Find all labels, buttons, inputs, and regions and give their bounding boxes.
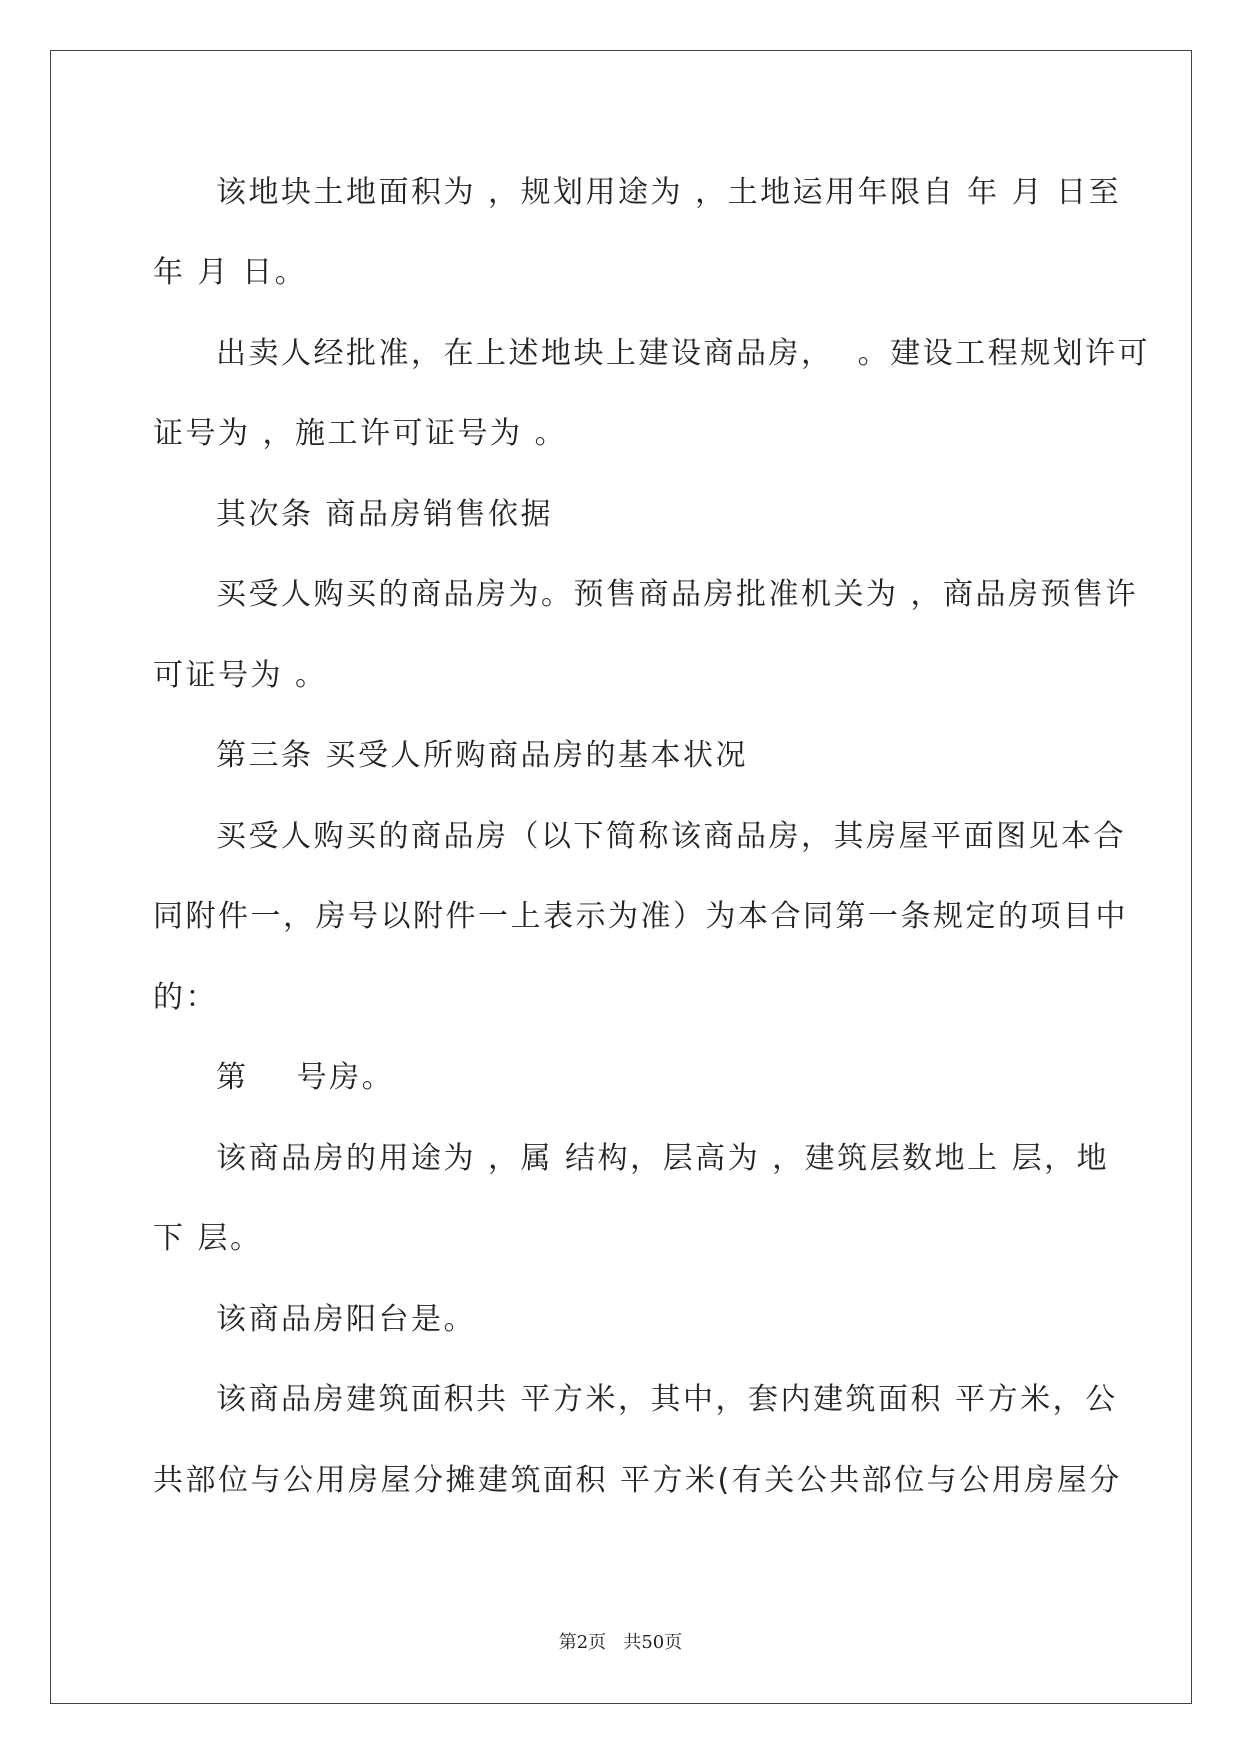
text-line: 的： — [153, 980, 218, 1015]
text-line: 可证号为 。 — [153, 658, 328, 693]
text-line: 出卖人经批准，在上述地块上建设商品房， 。建设工程规划许可 — [216, 336, 1151, 371]
text-line: 共部位与公用房屋分摊建筑面积 平方米(有关公共部位与公用房屋分 — [153, 1463, 1122, 1498]
section-heading: 第三条 买受人所购商品房的基本状况 — [216, 738, 749, 773]
text-line: 证号为 ，施工许可证号为 。 — [153, 416, 568, 451]
text-line: 年 月 日。 — [153, 255, 308, 290]
text-line: 该商品房建筑面积共 平方米，其中，套内建筑面积 平方米，公 — [216, 1382, 1118, 1417]
page-border — [50, 50, 1192, 1704]
text-line: 买受人购买的商品房（以下简称该商品房，其房屋平面图见本合 — [216, 819, 1126, 854]
text-line: 同附件一，房号以附件一上表示为准）为本合同第一条规定的项目中 — [153, 899, 1128, 934]
text-line: 买受人购买的商品房为。预售商品房批准机关为 ，商品房预售许 — [216, 577, 1139, 612]
page-number: 第2页 共50页 — [558, 1632, 683, 1653]
text-line: 下 层。 — [153, 1221, 263, 1256]
text-line: 该商品房阳台是。 — [216, 1302, 476, 1337]
text-line: 第 号房。 — [216, 1060, 395, 1095]
text-line: 该地块土地面积为 ，规划用途为 ，土地运用年限自 年 月 日至 — [216, 175, 1122, 210]
text-line: 该商品房的用途为 ，属 结构，层高为 ，建筑层数地上 层，地 — [216, 1141, 1110, 1176]
section-heading: 其次条 商品房销售依据 — [216, 497, 554, 532]
